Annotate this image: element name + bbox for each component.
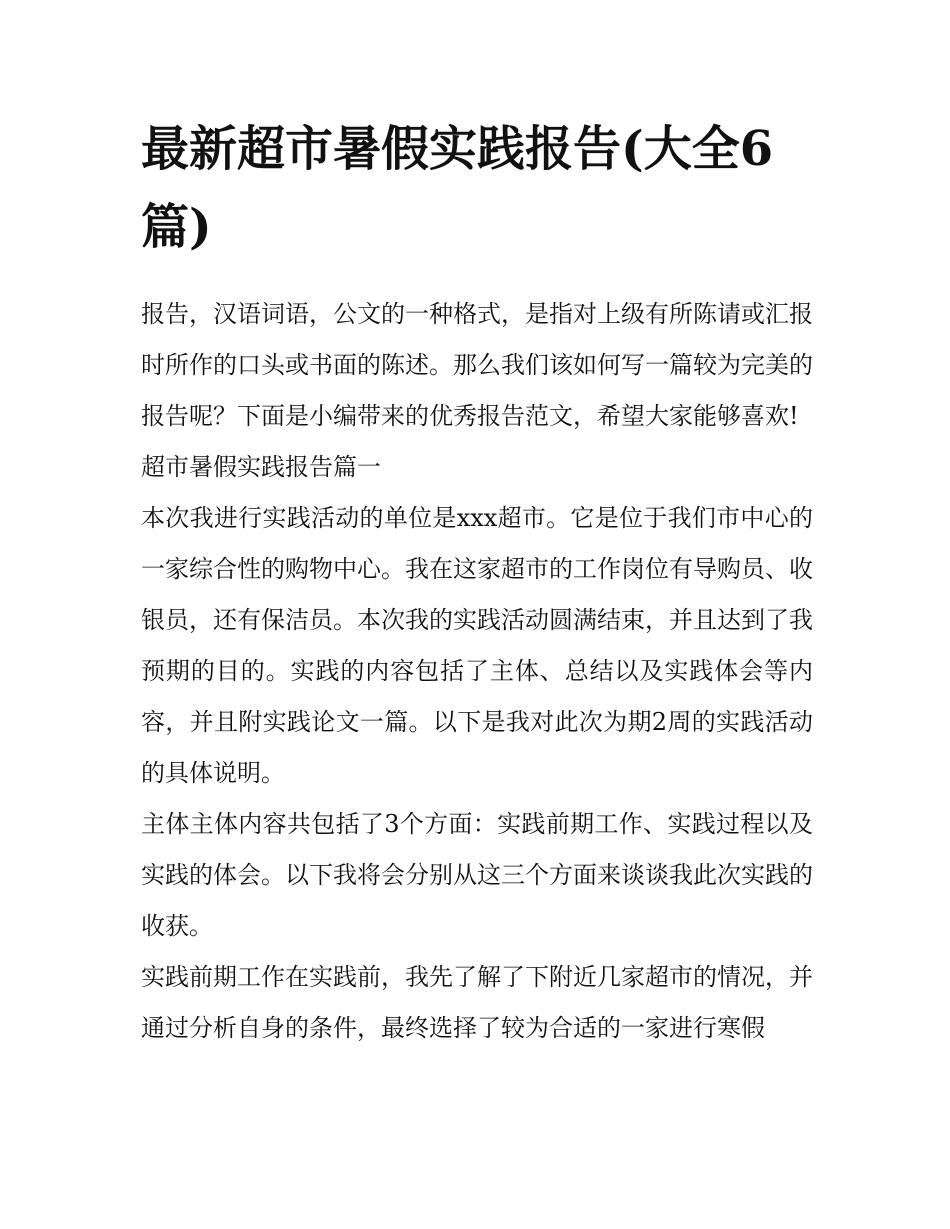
document-body bbox=[141, 110, 813, 1054]
body-paragraph: 主体主体内容共包括了3个方面：实践前期工作、实践过程以及实践的体会。以下我将会分别从这三个方面来谈谈我此次实践的收获。 bbox=[141, 810, 813, 940]
document-title: 最新超市暑假实践报告(大全6篇) bbox=[141, 121, 774, 255]
body-paragraph: 本次我进行实践活动的单位是xxx超市。它是位于我们市中心的一家综合性的购物中心。我在这家超市的工作岗位有导购员、收银员，还有保洁员。本次我的实践活动圆满结束，并且达到了我预期的目的。实践的内容包括了主体、总结以及实践体会等内容，并且附实践论文一篇。以下是我对此次为期2周的实践活动的具体说明。 bbox=[141, 504, 813, 787]
body-paragraph: 实践前期工作在实践前，我先了解了下附近几家超市的情况，并通过分析自身的条件，最终选择了较为合适的一家进行寒假 bbox=[141, 963, 813, 1042]
intro-paragraph: 报告，汉语词语，公文的一种格式，是指对上级有所陈请或汇报时所作的口头或书面的陈述。那么我们该如何写一篇较为完美的报告呢？下面是小编带来的优秀报告范文，希望大家能够喜欢! bbox=[141, 300, 813, 430]
section-heading: 超市暑假实践报告篇一 bbox=[141, 453, 381, 481]
